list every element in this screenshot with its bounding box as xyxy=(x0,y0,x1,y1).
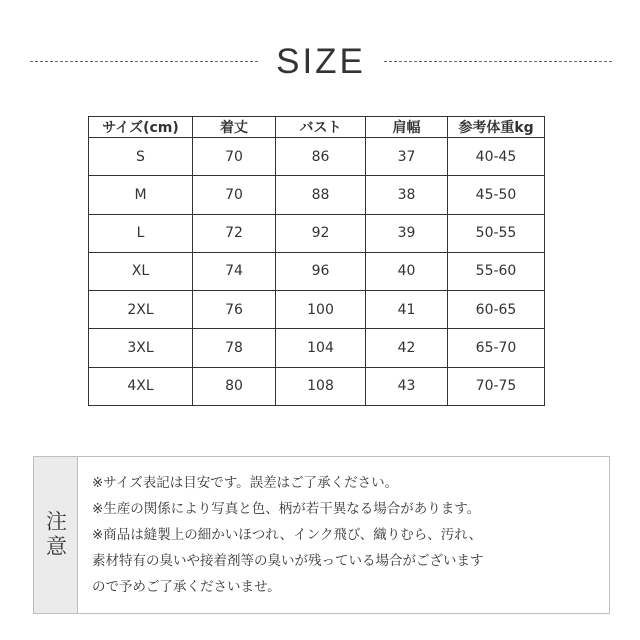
notice-line: ※サイズ表記は目安です。誤差はご了承ください。 xyxy=(92,475,399,491)
table-row xyxy=(89,367,545,405)
header-weight: 参考体重kg xyxy=(448,117,545,138)
cell-size: 2XL xyxy=(89,291,193,329)
cell-length: 80 xyxy=(193,367,276,405)
table-row xyxy=(89,214,545,252)
notice-line: ※商品は縫製上の細かいほつれ、インク飛び、織りむら、汚れ、 xyxy=(92,527,483,543)
notice-line: ※生産の関係により写真と色、柄が若干異なる場合があります。 xyxy=(92,501,481,517)
cell-weight: 70-75 xyxy=(448,367,545,405)
cell-length: 74 xyxy=(193,252,276,290)
title-dash-right xyxy=(384,61,612,62)
cell-size: 3XL xyxy=(89,329,193,367)
cell-shoulder: 39 xyxy=(366,214,448,252)
cell-bust: 104 xyxy=(276,329,366,367)
cell-length: 72 xyxy=(193,214,276,252)
cell-shoulder: 42 xyxy=(366,329,448,367)
size-table xyxy=(88,116,545,406)
notice-box xyxy=(33,456,610,614)
cell-shoulder: 40 xyxy=(366,252,448,290)
cell-weight: 45-50 xyxy=(448,176,545,214)
title-row xyxy=(30,38,612,84)
cell-bust: 92 xyxy=(276,214,366,252)
cell-length: 78 xyxy=(193,329,276,367)
notice-body xyxy=(78,457,609,613)
table-row xyxy=(89,252,545,290)
table-row xyxy=(89,329,545,367)
cell-shoulder: 37 xyxy=(366,138,448,176)
cell-length: 70 xyxy=(193,176,276,214)
page-title: SIZE xyxy=(276,41,366,81)
cell-weight: 50-55 xyxy=(448,214,545,252)
cell-length: 76 xyxy=(193,291,276,329)
cell-bust: 108 xyxy=(276,367,366,405)
notice-line: 素材特有の臭いや接着剤等の臭いが残っている場合がございます xyxy=(92,553,484,569)
cell-weight: 60-65 xyxy=(448,291,545,329)
table-header-row xyxy=(89,117,545,138)
cell-weight: 55-60 xyxy=(448,252,545,290)
table-row xyxy=(89,138,545,176)
cell-weight: 40-45 xyxy=(448,138,545,176)
cell-size: XL xyxy=(89,252,193,290)
cell-bust: 86 xyxy=(276,138,366,176)
cell-bust: 88 xyxy=(276,176,366,214)
table-row xyxy=(89,176,545,214)
cell-shoulder: 43 xyxy=(366,367,448,405)
table-row xyxy=(89,291,545,329)
header-shoulder: 肩幅 xyxy=(366,117,448,138)
header-size: サイズ(cm) xyxy=(89,117,193,138)
title-dash-left xyxy=(30,61,258,62)
header-bust: バスト xyxy=(276,117,366,138)
cell-length: 70 xyxy=(193,138,276,176)
notice-label: 注意 xyxy=(34,457,78,613)
cell-size: L xyxy=(89,214,193,252)
cell-size: M xyxy=(89,176,193,214)
cell-shoulder: 38 xyxy=(366,176,448,214)
cell-shoulder: 41 xyxy=(366,291,448,329)
cell-bust: 100 xyxy=(276,291,366,329)
cell-size: S xyxy=(89,138,193,176)
notice-line: ので予めご了承くださいませ。 xyxy=(92,579,281,595)
cell-size: 4XL xyxy=(89,367,193,405)
cell-weight: 65-70 xyxy=(448,329,545,367)
header-length: 着丈 xyxy=(193,117,276,138)
cell-bust: 96 xyxy=(276,252,366,290)
